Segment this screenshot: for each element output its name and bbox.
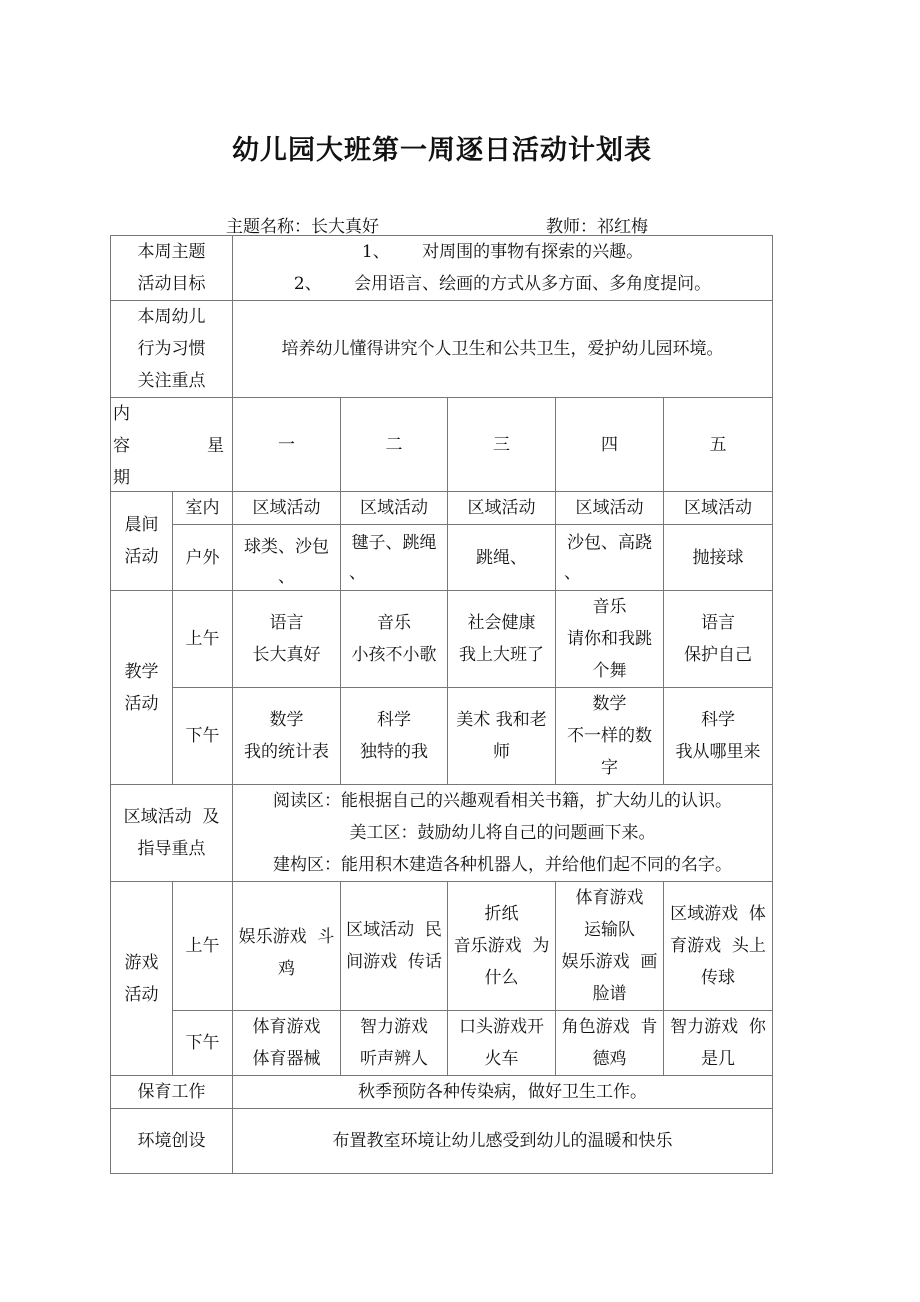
environment-row (111, 1109, 773, 1174)
games-am-label: 上午 (173, 882, 233, 1011)
theme-name: 主题名称：长大真好 (226, 217, 379, 237)
content-weekday-corner: 内 容 星 期 (111, 398, 233, 492)
care-row (111, 1076, 773, 1109)
games-pm-tue: 智力游戏 听声辨人 (341, 1011, 448, 1076)
page-title: 幼儿园大班第一周逐日活动计划表 (232, 135, 652, 166)
teaching-pm-tue: 科学 独特的我 (341, 688, 448, 785)
teaching-pm-thu: 数学 不一样的数 字 (556, 688, 664, 785)
environment-content: 布置教室环境让幼儿感受到幼儿的温暖和快乐 (233, 1109, 773, 1174)
day-tue: 二 (341, 398, 448, 492)
games-pm-label: 下午 (173, 1011, 233, 1076)
day-mon: 一 (233, 398, 341, 492)
teaching-am-fri: 语言 保护自己 (664, 591, 773, 688)
games-pm-row (111, 1011, 773, 1076)
goals-content: 1、 对周围的事物有探索的兴趣。 2、 会用语言、绘画的方式从多方面、多角度提问。 (233, 236, 773, 301)
games-am-fri: 区域游戏 体 育游戏 头上 传球 (664, 882, 773, 1011)
games-am-tue: 区域活动 民 间游戏 传话 (341, 882, 448, 1011)
outdoor-thu: 沙包、高跷 、 (556, 525, 664, 591)
morning-label: 晨间 活动 (111, 492, 173, 591)
games-pm-mon: 体育游戏 体育器械 (233, 1011, 341, 1076)
teaching-am-mon: 语言 长大真好 (233, 591, 341, 688)
teaching-am-thu: 音乐 请你和我跳 个舞 (556, 591, 664, 688)
teaching-label: 教学 活动 (111, 591, 173, 785)
games-pm-wed: 口头游戏开 火车 (448, 1011, 556, 1076)
teaching-pm-label: 下午 (173, 688, 233, 785)
area-content: 阅读区：能根据自己的兴趣观看相关书籍，扩大幼儿的认识。 美工区：鼓励幼儿将自己的问题画下来。 建构区：能用积木建造各种机器人，并给他们起不同的名字。 (233, 785, 773, 882)
care-label: 保育工作 (111, 1076, 233, 1109)
teaching-am-wed: 社会健康 我上大班了 (448, 591, 556, 688)
indoor-mon: 区域活动 (233, 492, 341, 525)
games-am-row (111, 882, 773, 1011)
day-fri: 五 (664, 398, 773, 492)
habits-content: 培养幼儿懂得讲究个人卫生和公共卫生，爱护幼儿园环境。 (233, 301, 773, 398)
outdoor-wed: 跳绳、 (448, 525, 556, 591)
outdoor-mon: 球类、沙包 、 (233, 525, 341, 591)
area-label: 区域活动 及 指导重点 (111, 785, 233, 882)
teacher-name: 教师：祁红梅 (546, 217, 648, 237)
indoor-wed: 区域活动 (448, 492, 556, 525)
teaching-pm-wed: 美术 我和老 师 (448, 688, 556, 785)
day-thu: 四 (556, 398, 664, 492)
indoor-thu: 区域活动 (556, 492, 664, 525)
teaching-am-tue: 音乐 小孩不小歌 (341, 591, 448, 688)
games-pm-thu: 角色游戏 肯 德鸡 (556, 1011, 664, 1076)
goals-label: 本周主题 活动目标 (111, 236, 233, 301)
games-am-thu: 体育游戏 运输队 娱乐游戏 画 脸谱 (556, 882, 664, 1011)
habits-label: 本周幼儿 行为习惯 关注重点 (111, 301, 233, 398)
morning-outdoor-row (111, 525, 773, 591)
games-am-wed: 折纸 音乐游戏 为 什么 (448, 882, 556, 1011)
care-content: 秋季预防各种传染病，做好卫生工作。 (233, 1076, 773, 1109)
morning-indoor-row (111, 492, 773, 525)
games-am-mon: 娱乐游戏 斗 鸡 (233, 882, 341, 1011)
outdoor-label: 户外 (173, 525, 233, 591)
outdoor-fri: 抛接球 (664, 525, 773, 591)
teaching-pm-fri: 科学 我从哪里来 (664, 688, 773, 785)
indoor-fri: 区域活动 (664, 492, 773, 525)
games-label: 游戏 活动 (111, 882, 173, 1076)
environment-label: 环境创设 (111, 1109, 233, 1174)
teaching-pm-row (111, 688, 773, 785)
indoor-tue: 区域活动 (341, 492, 448, 525)
habits-row (111, 301, 773, 398)
goals-row (111, 236, 773, 301)
teaching-pm-mon: 数学 我的统计表 (233, 688, 341, 785)
games-pm-fri: 智力游戏 你 是几 (664, 1011, 773, 1076)
teaching-am-row (111, 591, 773, 688)
indoor-label: 室内 (173, 492, 233, 525)
day-wed: 三 (448, 398, 556, 492)
outdoor-tue: 毽子、跳绳 、 (341, 525, 448, 591)
week-header-row (111, 398, 773, 492)
plan-table (110, 235, 773, 1174)
teaching-am-label: 上午 (173, 591, 233, 688)
area-row (111, 785, 773, 882)
